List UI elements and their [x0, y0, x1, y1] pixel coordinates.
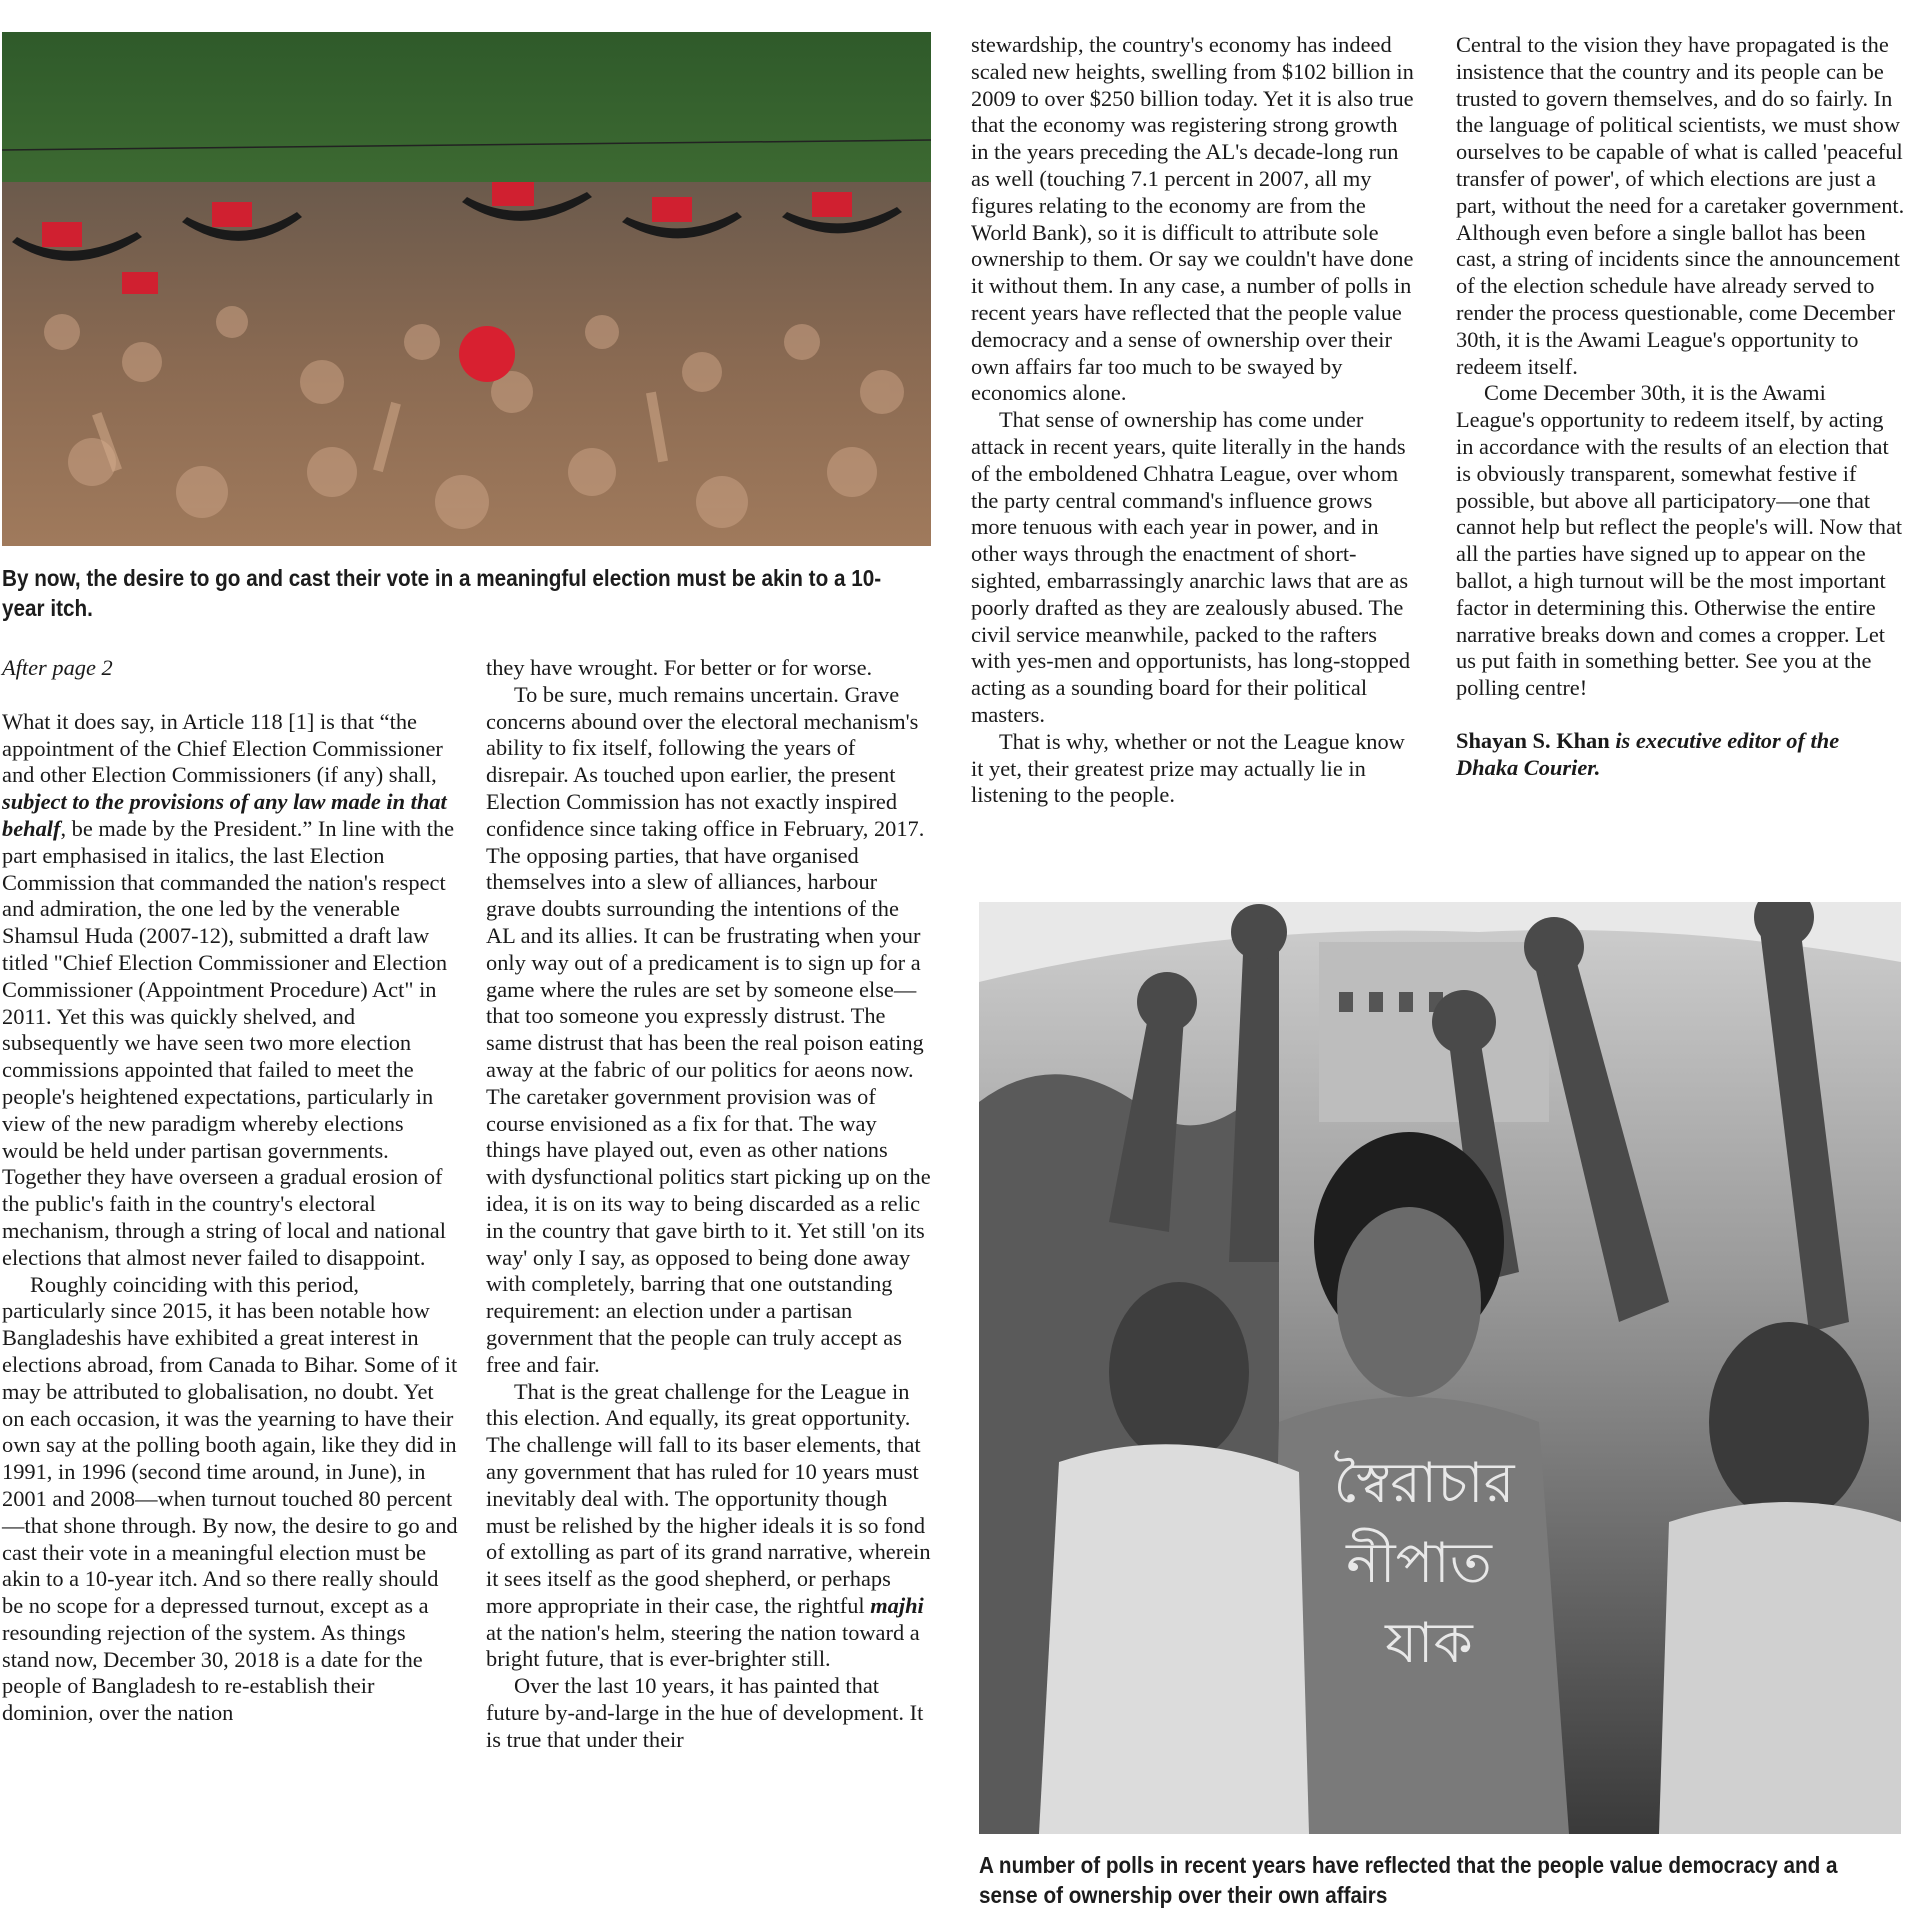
- paragraph: Come December 30th, it is the Awami League's opportunity to redeem itself, by acting in accordance with the results of an election that is obviously transparent, somewhat festive if possible, but above all participatory—one that cannot help but reflect the people's will. Now that all the parties have signed up to appear on the ballot, a high turnout will be the most important factor in determining this. Otherwise the entire narrative breaks down and comes a cropper. Let us put faith in something better. See you at the polling centre!: [1456, 380, 1903, 701]
- chest-slogan-line-2: নীপাত: [1346, 1531, 1492, 1596]
- bottom-photo-caption: A number of polls in recent years have reflected that the people value democracy and a sense of ownership over their own affairs: [979, 1852, 1838, 1908]
- paragraph: Central to the vision they have propagated is the insistence that the country and its people can be trusted to govern themselves, and do so fairly. In the language of political scientists, we must show ourselves to be capable of what is called 'peaceful transfer of power', of which elections are just a part, without the need for a caretaker government. Although even before a single ballot has been cast, a string of incidents since the announcement of the election schedule have already served to render the process questionable, come December 30th, it is the Awami League's opportunity to redeem itself.: [1456, 32, 1905, 379]
- paragraph: Roughly coinciding with this period, particularly since 2015, it has been notable how Bangladeshis have exhibited a great interest in elections abroad, from Canada to Bihar. Some of it may be attributed to globalisation, no doubt. Yet on each occasion, it was the yearning to have their own say at the polling booth again, like they did in 1991, in 1996 (second time around, in June), in 2001 and 2008—when turnout touched 80 percent—that shone through. By now, the desire to go and cast their vote in a meaningful election must be akin to a 10-year itch. And so there really should be no scope for a depressed turnout, except as a resounding rejection of the system. As things stand now, December 30, 2018 is a date for the people of Bangladesh to re-establish their dominion, over the nation: [2, 1271, 458, 1726]
- chest-slogan-line-1: স্বৈরাচার: [1333, 1451, 1515, 1516]
- continued-from-kicker: After page 2: [2, 655, 113, 680]
- paragraph: Over the last 10 years, it has painted that future by-and-large in the hue of development. It is true that under their: [486, 1673, 924, 1752]
- article-column-2: [486, 655, 932, 1754]
- chest-slogan-line-3: যাক: [1385, 1611, 1473, 1676]
- paragraph: stewardship, the country's economy has indeed scaled new heights, swelling from $102 billion in 2009 to over $250 billion today. Yet it is also true that the economy was registering strong growth in the years preceding the AL's decade-long run as well (touching 7.1 percent in 2007, all my figures relating to the economy are from the World Bank), so it is difficult to attribute sole ownership to them. Or say we couldn't have done it without them. In any case, a number of polls in recent years have reflected that the people value democracy and a sense of ownership over their own affairs far too much to be swayed by economics alone.: [971, 32, 1414, 406]
- article-column-3: [971, 32, 1417, 809]
- paragraph: To be sure, much remains uncertain. Grave concerns abound over the electoral mechanism's ability to fix itself, following the years of disrepair. As touched upon earlier, the present Election Commission has not exactly inspired confidence since taking office in February, 2017. The opposing parties, that have organised themselves into a slew of alliances, harbour grave doubts surrounding the intentions of the AL and its allies. It can be frustrating when your only way out of a predicament is to sign up for a game where the rules are set by someone else—that too someone you expressly distrust. The same distrust that has been the real poison eating away at the fabric of our politics for aeons now. The caretaker government provision was of course envisioned as a fix for that. The way things have played out, even as other nations with dysfunctional politics start picking up on the idea, it is on its way to being discarded as a relic in the country that gave birth to it. Yet still 'on its way' only I say, as opposed to being done away with completely, barring that one outstanding requirement: an election under a partisan government that the people can truly accept as free and fair.: [486, 681, 931, 1377]
- paragraph: they have wrought. For better or for worse.: [486, 655, 873, 680]
- paragraph: That sense of ownership has come under attack in recent years, quite literally in the hands of the emboldened Chhatra League, over whom the party central command's influence grows more tenuous with each year in power, and in other ways through the enactment of short-sighted, embarrassingly anarchic laws that are as poorly drafted as they are zealously abused. The civil service meanwhile, packed to the rafters with yes-men and opportunists, has long-stopped acting as a sounding board for their political masters.: [971, 407, 1411, 727]
- article-column-1: [2, 655, 458, 1727]
- paragraph: That is the great challenge for the League in this election. And equally, its great opportunity. The challenge will fall to its baser elements, that any government that has ruled for 10 years must inevitably deal with. The opportunity though must be relished by the higher ideals it is so fond of extolling as part of its grand narrative, wherein it sees itself as the good shepherd, or perhaps more appropriate in their case, the rightful majhi at the nation's helm, steering the nation toward a bright future, that is ever-brighter still.: [486, 1378, 931, 1672]
- author-byline: Shayan S. Khan is executive editor of the Dhaka Courier.: [1456, 727, 1840, 780]
- protest-photo: [979, 902, 1901, 1834]
- rally-crowd-photo: [2, 32, 931, 546]
- article-column-4: [1456, 32, 1906, 782]
- paragraph: What it does say, in Article 118 [1] is that “the appointment of the Chief Election Commissioner and other Election Commissioners (if any) shall, subject to the provisions of any law made in that behalf, be made by the President.” In line with the part emphasised in italics, the last Election Commission that commanded the nation's respect and admiration, the one led by the venerable Shamsul Huda (2007-12), submitted a draft law titled "Chief Election Commissioner and Election Commissioner (Appointment Procedure) Act" in 2011. Yet this was quickly shelved, and subsequently we have seen two more election commissions appointed that failed to meet the people's heightened expectations, particularly in view of the new paradigm whereby elections would be held under partisan governments. Together they have overseen a gradual erosion of the public's faith in the country's electoral mechanism, through a string of local and national elections that almost never failed to disappoint.: [2, 708, 455, 1270]
- top-photo-caption: By now, the desire to go and cast their vote in a meaningful election must be akin to a 10-year itch.: [2, 565, 882, 621]
- paragraph: That is why, whether or not the League know it yet, their greatest prize may actually lie in listening to the people.: [971, 728, 1405, 808]
